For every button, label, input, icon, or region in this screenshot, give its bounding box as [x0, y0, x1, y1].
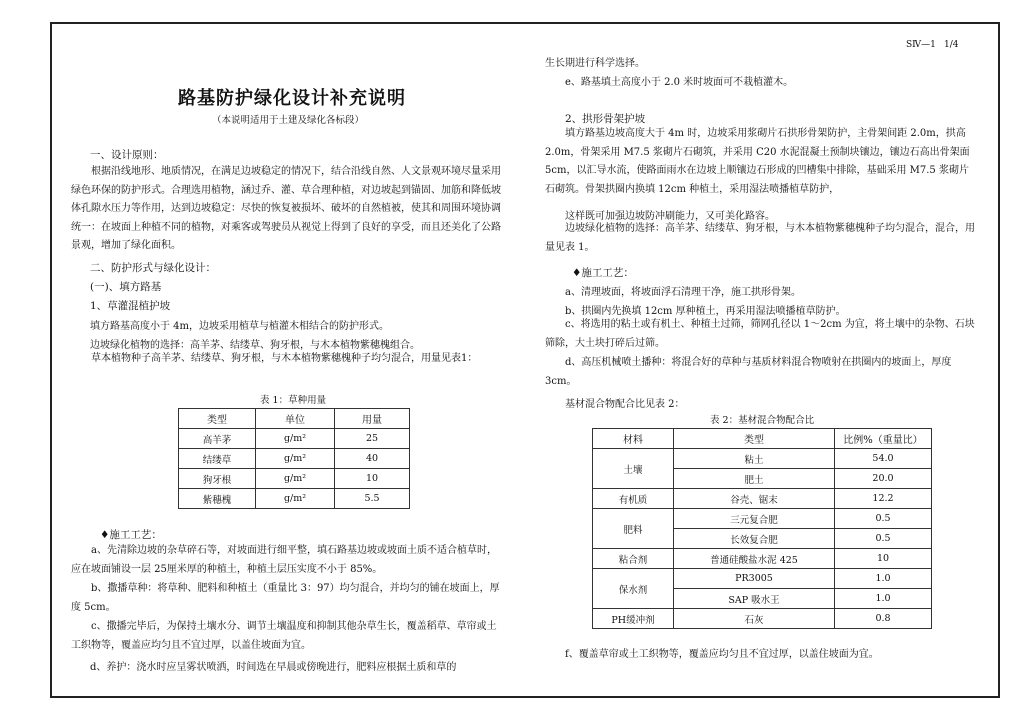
table-cell: g/m² [256, 489, 335, 509]
section-1-heading: 一、设计原则： [90, 149, 164, 161]
procedure-1-step-e: e、路基填土高度小于 2.0 米时坡面可不栽植灌木。 [565, 77, 794, 88]
fill-height-text: 填方路基高度小于 4m，边坡采用植草与植灌木相结合的防护形式。 [90, 321, 390, 332]
table-cell: 10 [335, 469, 410, 489]
section-1-paragraph: 根据沿线地形、地质情况，在满足边坡稳定的情况下，结合沿线自然、人文景观环境尽量采用绿色环保的防护形式。合理选用植物，涵过乔、灌、草合理种植，对边坡起到锚固、加筋和降低坡体孔隙水压力等作用，达到边坡稳定：尽快的恢复被损坏、破坏的自然植被，使其和周围环境协调统一：在坡面上种植不同的植物，对乘客或驾驶员从视觉上得到了良好的享受，而且还美化了公路景观，增加了绿化面积。 [71, 166, 501, 251]
plant-selection-text: 边坡绿化植物的选择：高羊茅、结缕草、狗牙根，与木本植物紫穗槐组合。 [90, 340, 420, 351]
table-2-header-cell: 类型 [674, 429, 835, 449]
table-2-header-cell: 比例%（重量比） [835, 429, 932, 449]
table-row [179, 469, 410, 489]
table-cell: 高羊茅 [179, 429, 256, 449]
material-cell: 有机质 [593, 489, 674, 509]
table-row [593, 509, 932, 529]
plant-selection-2-text: 边坡绿化植物的选择：高羊茅、结缕草、狗牙根，与木本植物紫穗槐种子均匀混合，混合，用量见表 1。 [545, 223, 975, 253]
table-cell: 1.0 [835, 569, 932, 589]
material-cell: 保水剂 [593, 569, 674, 609]
table-2-caption: 表 2：基材混合物配合比 [710, 415, 815, 426]
table-cell: SAP 吸水王 [674, 589, 835, 609]
material-cell: 土壤 [593, 449, 674, 489]
material-cell: 肥料 [593, 509, 674, 549]
table-1-header-row [179, 409, 410, 429]
procedure-2-step-a: a、清理坡面，将坡面浮石清理干净，施工拱形骨架。 [565, 287, 801, 298]
procedure-1-step-d: d、养护：浇水时应呈雾状喷洒，时间选在早晨或傍晚进行，肥料应根据土质和草的 [90, 662, 457, 673]
table-1-header-cell: 单位 [256, 409, 335, 429]
table-2-header-row [593, 429, 932, 449]
table-cell: 谷壳、锯末 [674, 489, 835, 509]
doc-subtitle: （本说明适用于土建及绿化各标段） [212, 115, 365, 126]
table-row [593, 609, 932, 629]
table-cell: 长效复合肥 [674, 529, 835, 549]
table-1-header-cell: 类型 [179, 409, 256, 429]
table-cell: 0.5 [835, 509, 932, 529]
table-cell: PR3005 [674, 569, 835, 589]
procedure-1-step-b: b、撒播草种：将草种、肥料和种植土（重量比 3：97）均匀混合，并均匀的铺在坡面上，厚度 5cm。 [71, 583, 500, 613]
table-cell: 0.8 [835, 609, 932, 629]
seed-mix-text: 草本植物种子高羊茅、结缕草、狗牙根，与木本植物紫穗槐种子均匀混合，用量见表1： [91, 353, 478, 364]
procedure-2-step-f: f、覆盖草帘或土工织物等，覆盖应均匀且不宜过厚，以盖住坡面为宜。 [565, 649, 879, 660]
table-cell: 1.0 [835, 589, 932, 609]
table-cell: 54.0 [835, 449, 932, 469]
table-cell: g/m² [256, 449, 335, 469]
arch-frame-benefit: 这样既可加强边坡防冲刷能力，又可美化路容。 [565, 211, 775, 222]
table-row [179, 449, 410, 469]
procedure-2-step-b: b、拱圈内先换填 12cm 厚种植土，再采用湿法喷播植草防护。 [565, 306, 846, 317]
table-cell: 5.5 [335, 489, 410, 509]
table-row [593, 489, 932, 509]
table-2 [592, 428, 932, 629]
procedure-1-step-c: c、撒播完毕后，为保持土壤水分、调节土壤温度和抑制其他杂草生长，覆盖稻草、草帘或土工织物等，覆盖应均匀且不宜过厚，以盖住坡面为宜。 [71, 621, 497, 651]
table-2-header-cell: 材料 [593, 429, 674, 449]
table-cell: 肥土 [674, 469, 835, 489]
table-row [179, 429, 410, 449]
section-2-heading: 二、防护形式与绿化设计： [90, 262, 216, 274]
table-cell: 0.5 [835, 529, 932, 549]
table-1-caption: 表 1：草种用量 [260, 395, 327, 406]
arch-frame-paragraph: 填方路基边坡高度大于 4m 时，边坡采用浆砌片石拱形骨架防护，主骨架间距 2.0m，拱高 2.0m，骨架采用 M7.5 浆砌片石砌筑，并采用 C20 水泥混凝土预制块镶边，镶边石高出骨架面 5cm，以汇导水流，使路面雨水在边坡上顺镶边石形成的凹槽集中排除，基础采用 M7.5 浆砌片石砌筑。骨架拱圈内换填 12cm 种植土，采用湿法喷播植草防护， [545, 128, 970, 195]
procedure-2-step-d: d、高压机械喷土播种：将混合好的草种与基质材料混合物喷射在拱圈内的坡面上，厚度 3cm。 [545, 357, 952, 387]
table-1-header-cell: 用量 [335, 409, 410, 429]
table-cell: 粘土 [674, 449, 835, 469]
procedure-1-step-a: a、先清除边坡的杂草碎石等，对坡面进行细平整，填石路基边坡或坡面土质不适合植草时，应在坡面铺设一层 25厘米厚的种植土，种植土层压实度不小于 85%。 [71, 545, 497, 575]
table-cell: 10 [835, 549, 932, 569]
table-row [179, 489, 410, 509]
table-cell: g/m² [256, 429, 335, 449]
table-cell: 20.0 [835, 469, 932, 489]
mix-ratio-intro: 基材混合物配合比见表 2： [565, 399, 685, 410]
subsection-fill-heading: (一)、填方路基 [90, 281, 162, 293]
sheet-code: SⅣ—1 [906, 40, 936, 50]
table-cell: 25 [335, 429, 410, 449]
material-cell: 粘合剂 [593, 549, 674, 569]
table-cell: 狗牙根 [179, 469, 256, 489]
table-cell: 石灰 [674, 609, 835, 629]
table-cell: g/m² [256, 469, 335, 489]
material-cell: PH缓冲剂 [593, 609, 674, 629]
procedure-2-step-c: c、将选用的粘土或有机土、种植土过筛，筛网孔径以 1～2cm 为宜，将土壤中的杂物、石块筛除，大土块打碎后过筛。 [545, 319, 975, 349]
table-row [593, 449, 932, 469]
table-cell: 普通硅酸盐水泥 425 [674, 549, 835, 569]
table-row [593, 549, 932, 569]
table-1 [178, 408, 410, 509]
item-2-heading: 2、拱形骨架护坡 [565, 113, 646, 125]
procedure-2-heading: ♦施工工艺： [572, 267, 634, 279]
table-cell: 紫穗槐 [179, 489, 256, 509]
table-cell: 三元复合肥 [674, 509, 835, 529]
table-cell: 12.2 [835, 489, 932, 509]
table-row [593, 569, 932, 589]
doc-title: 路基防护绿化设计补充说明 [178, 88, 406, 109]
table-cell: 结缕草 [179, 449, 256, 469]
procedure-1-heading: ♦施工工艺： [100, 529, 162, 541]
procedure-1-step-d-continued: 生长期进行科学选择。 [545, 58, 645, 69]
item-1-heading: 1、草灌混植护坡 [90, 300, 171, 312]
page-number: 1/4 [944, 40, 959, 50]
table-cell: 40 [335, 449, 410, 469]
